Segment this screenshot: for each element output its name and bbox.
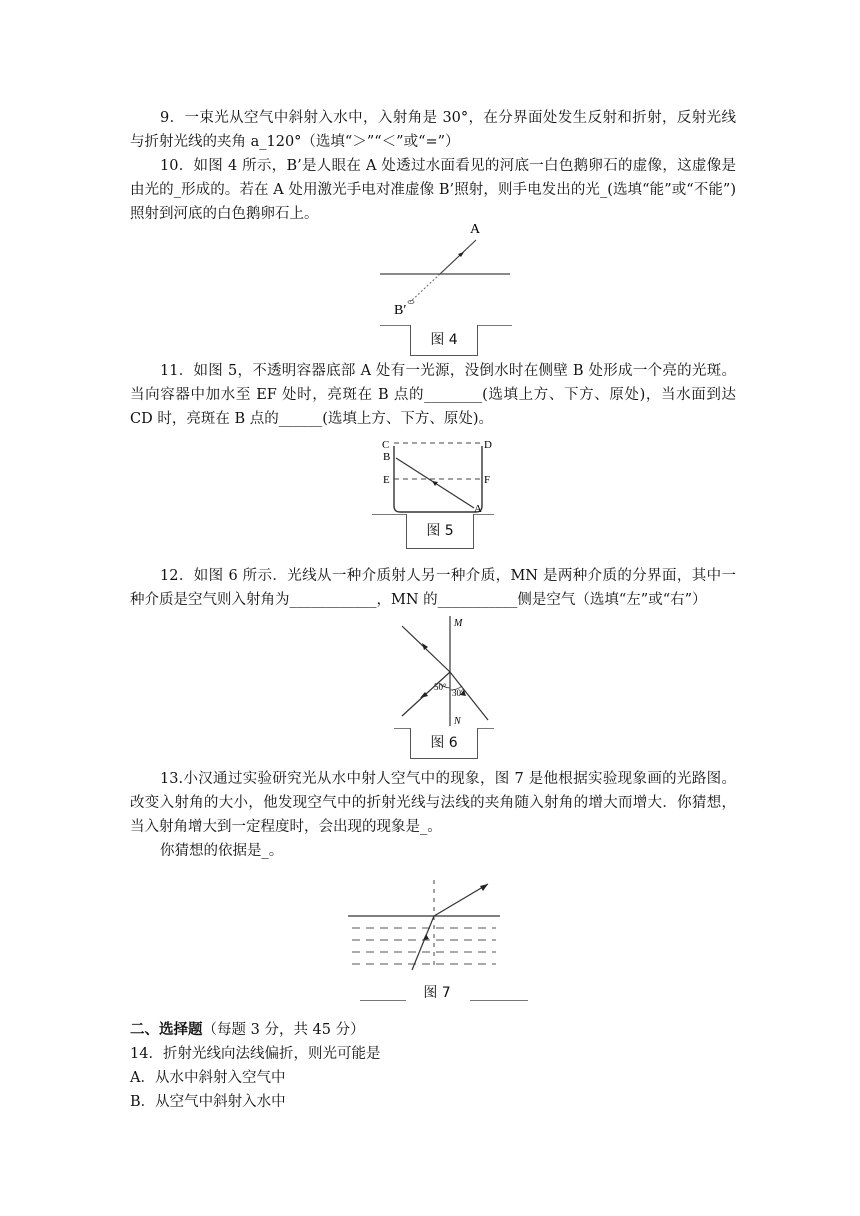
figure-5-label-b: B bbox=[383, 451, 391, 463]
figure-4 bbox=[380, 218, 512, 338]
figure-6-diagram bbox=[398, 612, 494, 732]
figure-4-diagram bbox=[380, 218, 512, 338]
figure-7 bbox=[346, 876, 502, 976]
figure-6-caption: 图 6 bbox=[410, 728, 478, 759]
figure-7-caption: 图 7 bbox=[406, 980, 468, 1004]
figure-6 bbox=[398, 612, 494, 732]
section-2-note: （每题 3 分，共 45 分） bbox=[202, 1022, 365, 1038]
question-14-stem: 14．折射光线向法线偏折，则光可能是 bbox=[130, 1046, 381, 1062]
question-9: 9．一束光从空气中斜射入水中，入射角是 30°，在分界面处发生反射和折射，反射光线与折射光线的夹角 a_120°（选填“＞”“＜”或“=”） bbox=[130, 110, 736, 150]
figure-7-diagram bbox=[346, 876, 502, 976]
question-13: 13.小汉通过实验研究光从水中射人空气中的现象，图 7 是他根据实验现象画的光路图。改变入射角的大小，他发现空气中的折射光线与法线的夹角随入射角的增大而增大．你猜想，当入射角增大到一定程度时，会出现的现象是_。 bbox=[130, 771, 736, 835]
section-2-heading bbox=[130, 1018, 736, 1042]
figure-4-caption: 图 4 bbox=[410, 325, 478, 356]
figure-5 bbox=[380, 434, 514, 514]
figure-5-label-d: D bbox=[484, 439, 492, 451]
figure-4-label-a: A bbox=[470, 222, 481, 237]
figure-6-angle-right: 30° bbox=[452, 688, 465, 698]
question-12: 12．如图 6 所示．光线从一种介质射人另一种介质，MN 是两种介质的分界面，其中一种介质是空气则入射角为____________，MN 的___________侧是空气（选填“左”或“右”） bbox=[130, 568, 736, 608]
figure-5-diagram bbox=[380, 434, 514, 514]
figure-6-label-m: M bbox=[454, 618, 463, 629]
figure-6-angle-left: 50° bbox=[434, 682, 447, 692]
figure-5-label-f: F bbox=[484, 474, 491, 486]
figure-4-label-b: B′ bbox=[394, 303, 407, 318]
figure-5-label-e: E bbox=[383, 474, 390, 486]
figure-5-caption: 图 5 bbox=[406, 514, 474, 549]
figure-5-label-c: C bbox=[382, 439, 390, 451]
figure-6-label-n: N bbox=[454, 716, 461, 727]
figure-5-label-a: A bbox=[474, 503, 482, 514]
question-11: 11．如图 5，不透明容器底部 A 处有一光源，没倒水时在侧壁 B 处形成一个亮的光斑。当向容器中加水至 EF 处时，亮斑在 B 点的________(选填上方、下方、原处)，当水面到达 CD 时，亮斑在 B 点的______(选填上方、下方、原处)。 bbox=[130, 363, 736, 427]
question-14-option-b: B．从空气中斜射入水中 bbox=[130, 1094, 286, 1110]
question-10: 10．如图 4 所示，B’是人眼在 A 处透过水面看见的河底一白色鹅卵石的虚像，这虚像是由光的_形成的。若在 A 处用激光手电对准虚像 B’照射，则手电发出的光_(选填“能”或“不能”)照射到河底的白色鹅卵石上。 bbox=[130, 158, 736, 222]
question-13-basis: 你猜想的依据是_。 bbox=[160, 843, 284, 859]
section-2-title: 二、选择题 bbox=[130, 1021, 203, 1038]
question-14-option-a: A．从水中斜射入空气中 bbox=[130, 1070, 286, 1086]
